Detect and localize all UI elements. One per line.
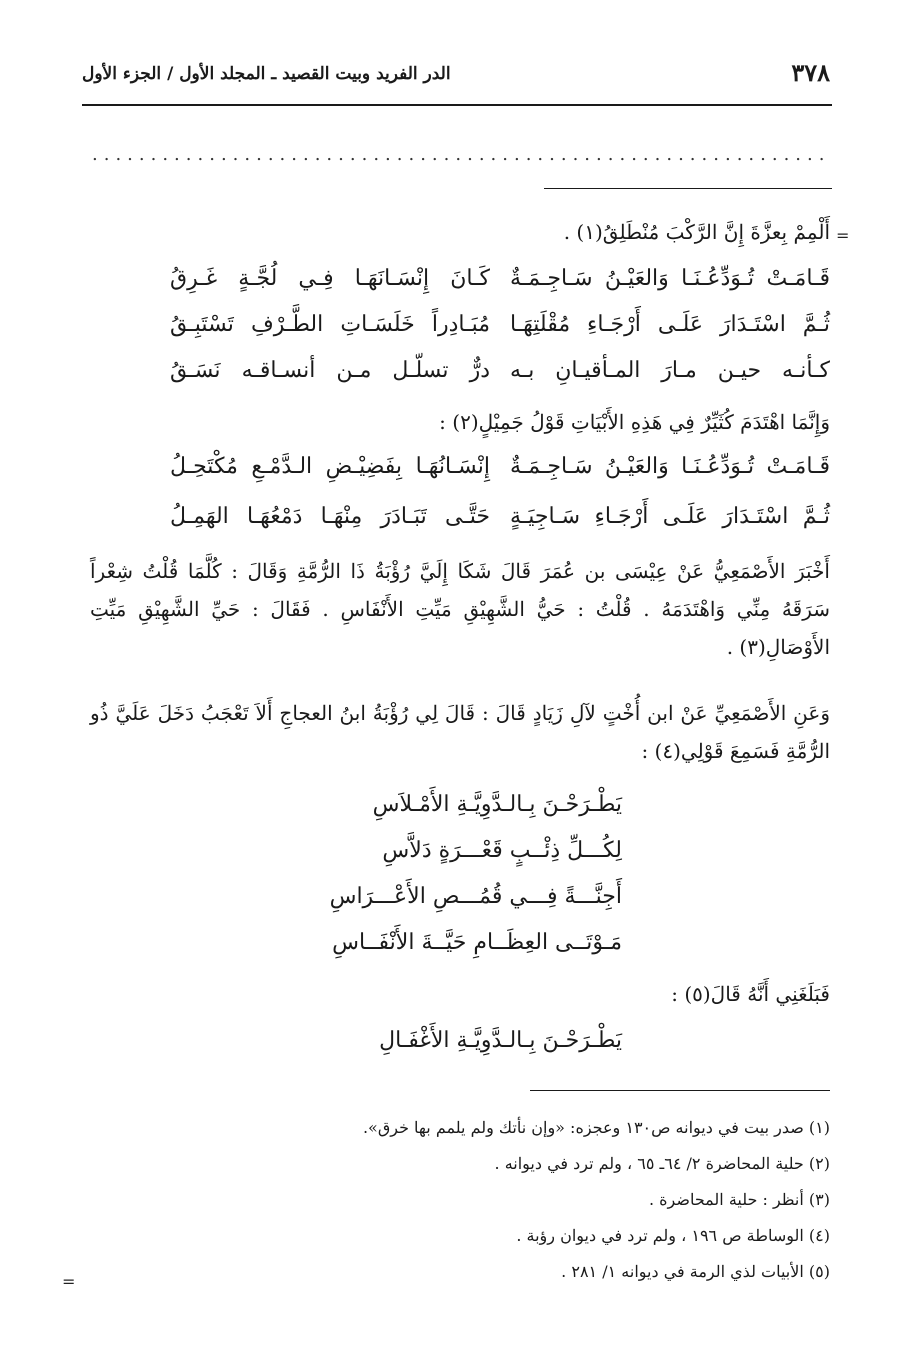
verse-line	[170, 266, 830, 310]
footnote: (٥) الأبيات لذي الرمة في ديوانه ١/ ٢٨١ .	[561, 1262, 830, 1281]
running-title: الدر الفريد وبيت القصيد ـ المجلد الأول / الجزء الأول	[82, 64, 451, 84]
rajaz-line: مَـوْتَــى العِظَــامِ حَيَّــةَ الأَنْفَــاسِ	[332, 930, 622, 955]
footnote: (١) صدر بيت في ديوانه ص١٣٠ وعجزه: «وإن نأتك ولم يلمم بها خرق».	[362, 1118, 830, 1137]
footnote: (٣) أنظر : حلية المحاضرة .	[648, 1190, 830, 1209]
margin-mark-top: =	[836, 226, 850, 245]
intro-line: أَلْمِمْ بِعزَّةَ إِنَّ الرَّكْبَ مُنْطَلِقُ(١) .	[563, 220, 830, 244]
header-rule	[82, 104, 832, 106]
rajaz-line: أَجِنَّـــةً فِـــي قُمُـــصِ الأَعْـــرَاسِ	[329, 884, 622, 909]
verse-second-hemistich: إِنْسَـانُهَـا بِفَضِيْـضِ الـدَّمْـعِ مُكْتَحِـلُ	[170, 454, 490, 479]
verse-first-hemistich: قَـامَـتْ تُـوَدِّعُـنَـا وَالعَيْـنُ سَـاجِـمَـةٌ	[510, 266, 830, 291]
verse-line	[170, 454, 830, 498]
paragraph: أَخْبَرَ الأَصْمَعِيُّ عَنْ عِيْسَى بن عُمَرَ قَالَ شَكَا إِلَيَّ رُؤْبَةُ ذَا الرُّمَّةِ وَقَالَ : كُلَّمَا قُلْتُ شِعْراً سَرَقَهُ مِنِّي وَاهْتَدَمَهُ . قُلْتُ : حَيُّ الشَّهِيْقِ مَيِّتِ الأَنْفَاسِ . فَقَالَ : حَيِّ الشَّهِيْقِ مَيِّتِ الأَوْصَالِ(٣) .	[90, 559, 830, 659]
verse-second-hemistich: كَـانَ إِنْسَـانَهَـا فِـي لُجَّـةٍ غَـرِقُ	[170, 266, 490, 291]
page-number: ٣٧٨	[791, 58, 830, 87]
verse-first-hemistich: كـأنـه حيـن مـارَ المـأقيـانِ بـه	[510, 358, 830, 383]
rajaz-line: يَطْـرَحْـنَ بِـالـدَّوِيَّـةِ الأَمْـلاَسِ	[372, 792, 622, 817]
verse-second-hemistich: حَتَّـى تَبَـادَرَ مِنْهَـا دَمْعُهَـا الهَمِـلُ	[170, 504, 490, 529]
section-rule	[544, 188, 832, 189]
verse-line	[170, 312, 830, 356]
verse-second-hemistich: درٌّ تسلّـل مـن أنسـاقـه نَسَـقُ	[170, 358, 490, 383]
paragraph: فَبَلَغَنِي أَنَّهُ قَالَ(٥) :	[671, 982, 830, 1006]
footnote-rule	[530, 1090, 830, 1091]
verse-second-hemistich: مُبَـادِراً خَلَسَـاتِ الطَّـرْفِ تَسْتَبِـقُ	[170, 312, 490, 337]
rajaz-line: لِكُـــلِّ ذِئْــبٍ قَعْـــرَةٍ دَلاَّسِ	[382, 838, 622, 863]
verse-line	[170, 358, 830, 402]
verse-line	[170, 504, 830, 548]
verse-first-hemistich: ثُـمَّ اسْتَـدَارَ عَلَـى أَرْجَـاءِ مُقْلَتِهَـا	[510, 312, 830, 337]
footnote: (٤) الوساطة ص ١٩٦ ، ولم ترد في ديوان رؤبة .	[516, 1226, 830, 1245]
paragraph: وَإِنَّمَا اهْتَدَمَ كُثَيِّرٌ فِي هَذِهِ الأَبْيَاتِ قَوْلُ جَمِيْلٍ(٢) :	[439, 410, 830, 434]
footnote: (٢) حلية المحاضرة ٢/ ٦٤ـ ٦٥ ، ولم ترد في ديوانه .	[494, 1154, 830, 1173]
margin-mark-bottom: =	[62, 1272, 76, 1291]
dotted-separator: ...............................................................	[92, 144, 831, 165]
paragraph: وَعَنِ الأَصْمَعِيِّ عَنْ ابن أُخْتٍ لآلِ زَيَادٍ قَالَ : قَالَ لِي رُؤْبَةُ ابنُ العجاجِ أَلاَ تَعْجَبُ دَخَلَ عَلَيَّ ذُو الرُّمَّةِ فَسَمِعَ قَوْلِي(٤) :	[90, 701, 830, 763]
rajaz-line: يَطْـرَحْـنَ بِـالـدَّوِيَّـةِ الأَغْفَـالِ	[379, 1028, 622, 1053]
verse-first-hemistich: ثُـمَّ اسْتَـدَارَ عَلَـى أَرْجَـاءِ سَـاجِيَـةٍ	[510, 504, 830, 529]
verse-first-hemistich: قَـامَـتْ تُـوَدِّعُـنَـا وَالعَيْـنُ سَـاجِـمَـةٌ	[510, 454, 830, 479]
